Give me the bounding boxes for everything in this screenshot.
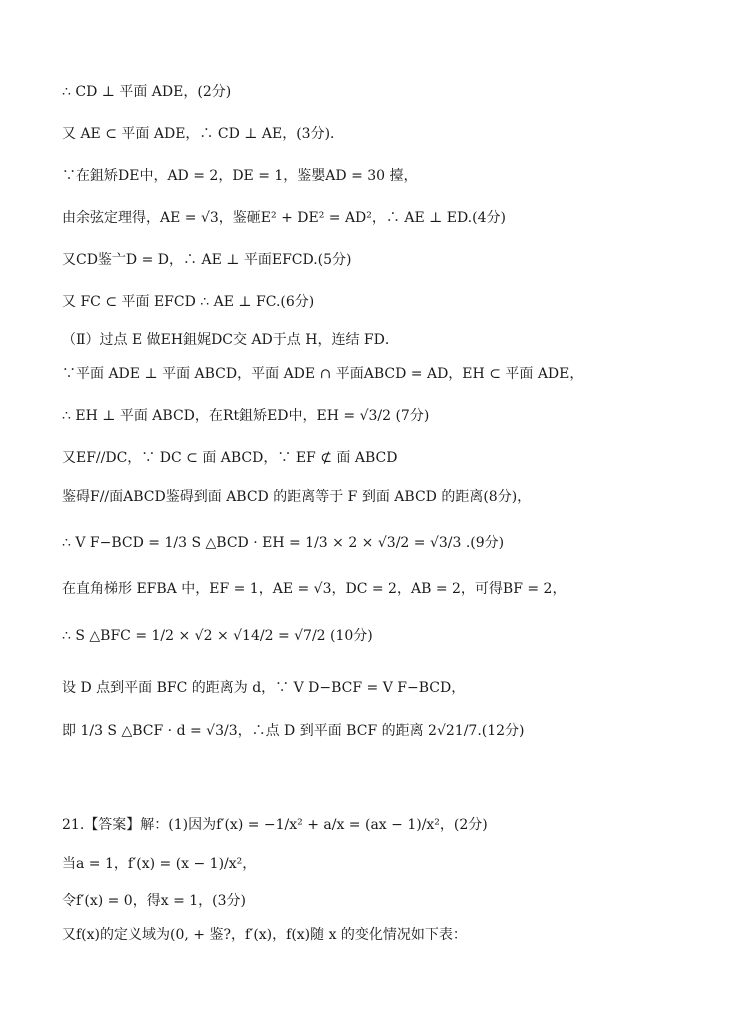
text-line: 在直角梯形 EFBA 中，EF = 1，AE = √3，DC = 2，AB = 2，可得BF = 2， xyxy=(62,581,567,597)
text-line: 令f′(x) = 0，得x = 1，(3分) xyxy=(62,893,246,909)
text-line: 又EF//DC，∵ DC ⊂ 面 ABCD，∵ EF ⊄ 面 ABCD xyxy=(62,450,398,466)
text-line: 又f(x)的定义域为(0, + 鉴?，f′(x)，f(x)随 x 的变化情况如下表： xyxy=(62,927,467,943)
text-line: 当a = 1，f′(x) = (x − 1)/x²， xyxy=(62,856,257,872)
text-line: ∴ CD ⊥ 平面 ADE，(2分) xyxy=(62,84,232,100)
text-line: ∴ EH ⊥ 平面 ABCD，在Rt鉏矫ED中，EH = √3/2 (7分) xyxy=(62,408,430,424)
text-line: 又CD鉴亠D = D，∴ AE ⊥ 平面EFCD.(5分) xyxy=(62,252,352,268)
text-line: ∴ S △BFC = 1/2 × √2 × √14/2 = √7/2 (10分) xyxy=(62,628,373,644)
text-line: ∵在鉏矫DE中，AD = 2，DE = 1，鉴嬰AD = 30 擡， xyxy=(62,168,418,184)
text-line: 由余弦定理得，AE = √3，鉴砸E² + DE² = AD²，∴ AE ⊥ ED.(4分) xyxy=(62,210,506,226)
text-line: ∴ V F−BCD = 1/3 S △BCD · EH = 1/3 × 2 × √3/2 = √3/3 .(9分) xyxy=(62,535,505,551)
text-line: （Ⅱ）过点 E 做EH鉏娓DC交 AD于点 H，连结 FD． xyxy=(62,332,399,348)
text-line: ∵平面 ADE ⊥ 平面 ABCD，平面 ADE ∩ 平面ABCD = AD，EH ⊂ 平面 ADE， xyxy=(62,366,584,382)
text-line: 又 AE ⊂ 平面 ADE，∴ CD ⊥ AE，(3分)． xyxy=(62,126,345,142)
text-line: 21.【答案】解：(1)因为f′(x) = −1/x² + a/x = (ax − 1)/x²，(2分) xyxy=(62,817,488,833)
text-line: 鉴碍F//面ABCD鉴碍到面 ABCD 的距离等于 F 到面 ABCD 的距离(8分)， xyxy=(62,489,532,505)
text-line: 即 1/3 S △BCF · d = √3/3，∴点 D 到平面 BCF 的距离 2√21/7.(12分) xyxy=(62,723,525,739)
text-line: 又 FC ⊂ 平面 EFCD ∴ AE ⊥ FC.(6分) xyxy=(62,294,315,310)
text-line: 设 D 点到平面 BFC 的距离为 d，∵ V D−BCF = V F−BCD， xyxy=(62,680,466,696)
